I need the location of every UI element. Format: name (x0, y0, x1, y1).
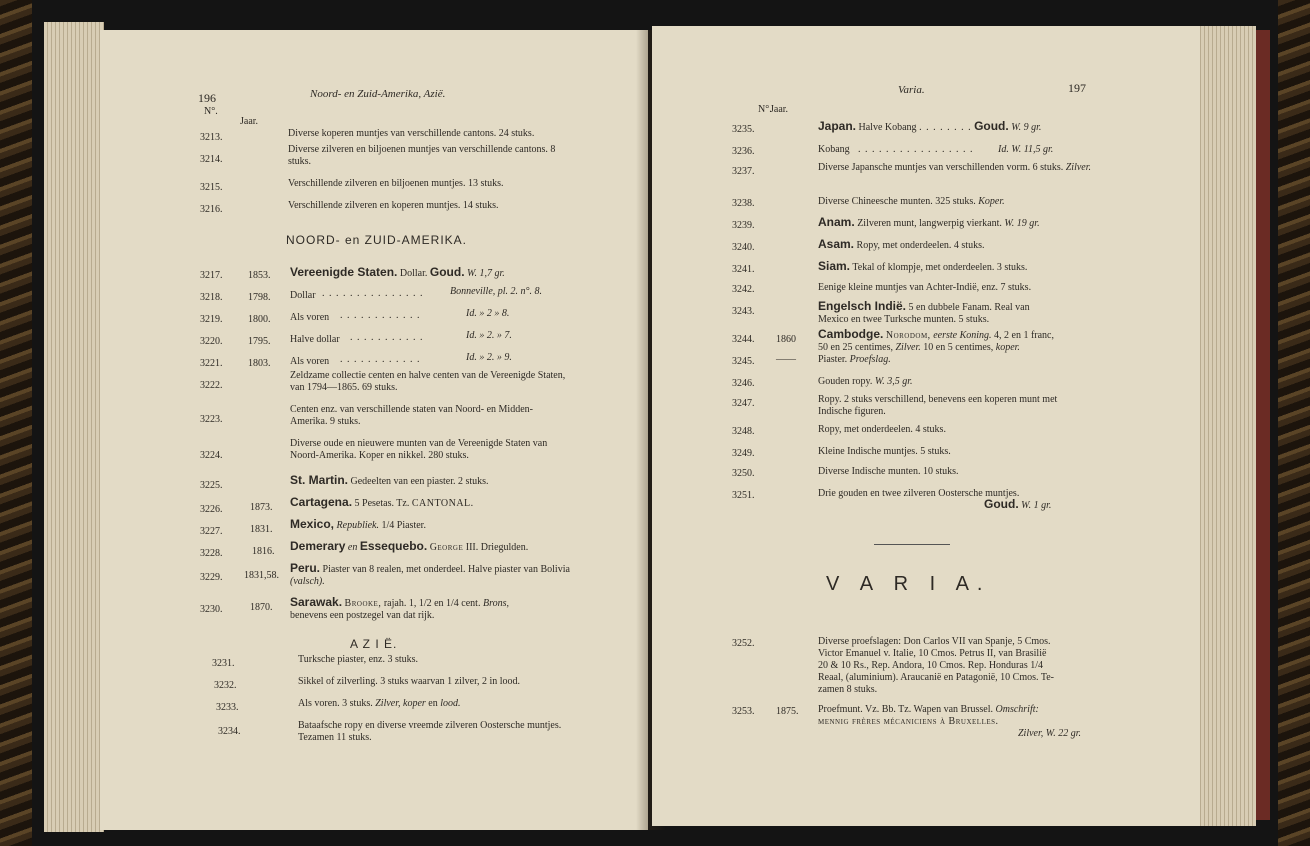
entry-year: 1803. (248, 358, 271, 369)
entry-line (818, 704, 1039, 716)
entry-text: Proefmunt. Vz. Bb. Tz. Wapen van Brussel. (818, 704, 994, 715)
entry-number: 3217. (200, 270, 223, 281)
entry-number: 3238. (732, 198, 755, 209)
entry-text: Gouden ropy. (818, 376, 873, 387)
entry-country: Demerary (290, 539, 346, 553)
section-heading-noord-zuid-amerika: NOORD- en ZUID-AMERIKA. (286, 233, 468, 247)
entry-metal: Koper. (978, 196, 1005, 207)
entry-number: 3225. (200, 480, 223, 491)
entry-text-line-3: 20 & 10 Rs., Rep. Andora, 10 Cmos. Rep. Honduras 1/4 (818, 660, 1043, 671)
entry-text: Diverse oude en nieuwere munten van de Vereenigde Staten van Noord-Amerika. Koper en nikkel. 280 stuks. (290, 438, 548, 461)
entry-line (290, 518, 426, 532)
entry-metal: Brons, (482, 598, 509, 609)
entry-number: 3232. (214, 680, 237, 691)
entry-country: Mexico, (290, 517, 335, 531)
entry-text: Centen enz. van verschillende staten van Noord- en Midden-Amerika. 9 stuks. (290, 404, 533, 427)
entry-text-line-2: 50 en 25 centimes, (818, 342, 893, 353)
entry-text: Turksche piaster, enz. 3 stuks. (298, 654, 419, 665)
running-title: Varia. (898, 84, 925, 96)
entry-number: 3228. (200, 548, 223, 559)
entry-number: 3229. (200, 572, 223, 583)
entry-line (818, 328, 1054, 342)
entry-year: 1800. (248, 314, 271, 325)
entry-year: 1831. (250, 524, 273, 535)
entry-weight: W. 9 gr. (1011, 122, 1042, 133)
entry-text-line-1: Diverse proefslagen: Don Carlos VII van Spanje, 5 Cmos. (818, 636, 1051, 647)
entry-text: Piaster van 8 realen, met onderdeel. Halve piaster van Bolivia (322, 564, 570, 575)
entry-country: Peru. (290, 561, 321, 575)
entry-text: Ropy, met onderdeelen. 4 stuks. (856, 240, 985, 251)
entry-text: Diverse Japansche muntjes van verschillenden vorm. 6 stuks. (818, 162, 1064, 173)
entry-text-line-2: Mexico en twee Turksche munten. 5 stuks. (818, 314, 990, 325)
entry-text: Ropy, met onderdeelen. 4 stuks. (818, 424, 946, 435)
entry-text: 1/4 Piaster. (381, 520, 426, 531)
entry-text-joint: en (428, 698, 438, 709)
entry-line-2 (984, 498, 1051, 512)
entry-text: III. Driegulden. (465, 542, 529, 553)
right-page (652, 26, 1200, 826)
entry-weight: W. 1 gr. (1021, 500, 1052, 511)
book-edge-left (0, 0, 32, 846)
entry-reference: Id. » 2. » 9. (466, 352, 512, 363)
entry-ruler: Brooke, (344, 598, 382, 609)
entry-line (818, 354, 891, 366)
entry-text: 5 en dubbele Fanam. Real van (908, 302, 1030, 313)
entry-number: 3235. (732, 124, 755, 135)
entry-number: 3243. (732, 306, 755, 317)
entry-year: 1831,58. (244, 570, 279, 581)
entry-text: Diverse koperen muntjes van verschillende cantons. 24 stuks. (288, 128, 535, 139)
entry-number: 3218. (200, 292, 223, 303)
entry-weight: W. 1,7 gr. (467, 268, 505, 279)
running-title: Noord- en Zuid-Amerika, Azië. (310, 88, 446, 100)
entry-number: 3234. (218, 726, 241, 737)
entry-legend: CANTONAL. (411, 498, 474, 509)
entry-year: 1795. (248, 336, 271, 347)
entry-number: 3239. (732, 220, 755, 231)
entry-line (818, 260, 1027, 274)
entry-text: 4, 2 en 1 franc, (994, 330, 1054, 341)
entry-conjunction: en (347, 542, 358, 553)
section-divider (874, 544, 950, 545)
entry-number: 3226. (200, 504, 223, 515)
entry-year: 1853. (248, 270, 271, 281)
entry-year: 1860 (776, 334, 796, 345)
entry-text: Dollar. (399, 268, 428, 279)
entry-number: 3215. (200, 182, 223, 193)
left-page (100, 30, 648, 830)
page-stack-right (1200, 26, 1256, 826)
leader-dots: . . . . . . . . . . . (350, 332, 424, 343)
entry-number: 3244. (732, 334, 755, 345)
entry-text: Gedeelten van een piaster. 2 stuks. (350, 476, 489, 487)
entry-year: —— (776, 354, 796, 365)
entry-year: 1798. (248, 292, 271, 303)
entry-line (818, 300, 1030, 314)
entry-qualifier: Omschrift: (995, 704, 1039, 715)
entry-number: 3214. (200, 154, 223, 165)
entry-number: 3242. (732, 284, 755, 295)
entry-text: Halve Kobang (858, 122, 917, 133)
entry-year: 1875. (776, 706, 799, 717)
entry-number: 3241. (732, 264, 755, 275)
entry-text: Halve dollar (290, 334, 340, 345)
entry-number: 3231. (212, 658, 235, 669)
entry-text-line-4: Reaal, (aluminium). Araucanië en Patagonië, 10 Cmos. Te- (818, 672, 1054, 683)
entry-text: Eenige kleine muntjes van Achter-Indië, enz. 7 stuks. (818, 282, 1032, 293)
entry-number: 3227. (200, 526, 223, 537)
entry-line (818, 120, 1041, 134)
entry-metal: Zilver. (1065, 162, 1092, 173)
entry-weight: W. 19 gr. (1004, 218, 1040, 229)
entry-line (818, 162, 1108, 174)
entry-country: Siam. (818, 259, 851, 273)
entry-line (290, 596, 509, 610)
entry-reference: Bonneville, pl. 2. n°. 8. (450, 286, 543, 297)
entry-text: Ropy. 2 stuks verschillend, benevens een koperen munt met Indische figuren. (818, 394, 1058, 417)
entry-text-line-5: zamen 8 stuks. (818, 684, 878, 695)
entry-legend: mennig frères mécaniciens à Bruxelles. (818, 716, 999, 727)
book-spine (1256, 30, 1270, 820)
entry-text: Bataafsche ropy en diverse vreemde zilveren Oostersche muntjes. Tezamen 11 stuks. (298, 720, 562, 743)
entry-metal-2: koper. (995, 342, 1020, 353)
entry-country: Japan. (818, 119, 857, 133)
entry-number: 3237. (732, 166, 755, 177)
entry-number: 3216. (200, 204, 223, 215)
entry-metal: Zilver. (895, 342, 921, 353)
entry-number: 3251. (732, 490, 755, 501)
section-heading-varia: V A R I A. (826, 573, 991, 595)
entry-text: Kleine Indische muntjes. 5 stuks. (818, 446, 951, 457)
entry-text: Verschillende zilveren en koperen muntjes. 14 stuks. (288, 200, 499, 211)
entry-year: 1816. (252, 546, 275, 557)
entry-country-2: Essequebo. (359, 539, 428, 553)
leader-dots: . . . . . . . . . . . . . . . (322, 288, 424, 299)
entry-text: Diverse zilveren en biljoenen muntjes van verschillende cantons. 8 stuks. (288, 144, 556, 167)
leader-dots: . . . . . . . . . . . . . . . . . (858, 144, 974, 155)
entry-ruler: Norodom, (885, 330, 931, 341)
entry-metal: Zilver, koper (375, 698, 426, 709)
entry-metal: Goud. (429, 265, 465, 279)
entry-title: eerste Koning. (933, 330, 992, 341)
page-stack-left (44, 22, 104, 832)
entry-number: 3250. (732, 468, 755, 479)
entry-ruler: George (429, 542, 464, 553)
entry-text: Drie gouden en twee zilveren Oostersche muntjes. (818, 488, 1020, 499)
entry-text: 5 Pesetas. Tz. (354, 498, 410, 509)
entry-country: Sarawak. (290, 595, 343, 609)
entry-number: 3247. (732, 398, 755, 409)
entry-country: Engelsch Indië. (818, 299, 907, 313)
entry-line-2 (818, 342, 1020, 354)
entry-number: 3248. (732, 426, 755, 437)
entry-number: 3220. (200, 336, 223, 347)
entry-number: 3222. (200, 380, 223, 391)
entry-number: 3233. (216, 702, 239, 713)
entry-text: Dollar (290, 290, 316, 301)
entry-text-line-2: Victor Emanuel v. Italie, 10 Cmos. Petrus II, van Brasilië (818, 648, 1047, 659)
entry-number: 3246. (732, 378, 755, 389)
entry-qualifier: Republiek. (336, 520, 379, 531)
entry-number: 3224. (200, 450, 223, 461)
leader-dots: . . . . . . . . (919, 122, 972, 133)
entry-text: Diverse Indische munten. 10 stuks. (818, 466, 959, 477)
entry-qualifier: Proefslag. (849, 354, 891, 365)
entry-number: 3249. (732, 448, 755, 459)
entry-line (818, 376, 913, 388)
entry-country: St. Martin. (290, 473, 349, 487)
entry-text: Kobang (818, 144, 850, 155)
column-header-no: N°. (758, 104, 772, 115)
entry-line (298, 698, 461, 710)
leader-dots: . . . . . . . . . . . . (340, 310, 421, 321)
entry-number: 3221. (200, 358, 223, 369)
page-number: 197 (1068, 81, 1086, 95)
entry-metal: Goud. (974, 119, 1009, 133)
entry-number: 3223. (200, 414, 223, 425)
column-header-no: N°. (204, 106, 218, 117)
entry-weight: W. 3,5 gr. (874, 376, 913, 387)
entry-number: 3245. (732, 356, 755, 367)
entry-text: Tekal of klompje, met onderdeelen. 3 stuks. (852, 262, 1028, 273)
entry-number: 3236. (732, 146, 755, 157)
entry-number: 3253. (732, 706, 755, 717)
section-heading-azie: A Z I Ë. (350, 637, 398, 651)
entry-text: Diverse Chineesche munten. 325 stuks. (818, 196, 976, 207)
entry-year: 1873. (250, 502, 273, 513)
entry-text: Zeldzame collectie centen en halve centen van de Vereenigde Staten, van 1794—1865. 69 stuks. (290, 370, 566, 393)
entry-number: 3213. (200, 132, 223, 143)
entry-line (818, 196, 1005, 208)
entry-text: Als voren (290, 312, 330, 323)
entry-country: Cambodge. (818, 327, 884, 341)
entry-line (290, 496, 474, 510)
entry-number: 3230. (200, 604, 223, 615)
entry-country: Vereenigde Staten. (290, 265, 398, 279)
column-header-year: Jaar. (770, 104, 789, 115)
entry-metal: Goud. (984, 497, 1019, 511)
entry-line (290, 562, 572, 588)
entry-year: 1870. (250, 602, 273, 613)
entry-line (818, 238, 984, 252)
entry-country: Anam. (818, 215, 855, 229)
column-header-year: Jaar. (240, 116, 259, 127)
entry-line (290, 540, 528, 554)
entry-qualifier: (valsch). (290, 576, 325, 587)
entry-reference: Id. » 2 » 8. (466, 308, 510, 319)
page-number: 196 (198, 91, 216, 105)
entry-text: rajah. 1, 1/2 en 1/4 cent. (383, 598, 481, 609)
entry-text-line-2: benevens een postzegel van dat rijk. (290, 610, 435, 621)
entry-metal-2: lood. (440, 698, 461, 709)
entry-weight: Zilver, W. 22 gr. (1018, 728, 1081, 739)
entry-number: 3240. (732, 242, 755, 253)
entry-country: Cartagena. (290, 495, 353, 509)
entry-text: Piaster. (818, 354, 848, 365)
entry-text: Als voren (290, 356, 330, 367)
book-edge-right (1278, 0, 1310, 846)
entry-line (290, 474, 489, 488)
entry-text: Verschillende zilveren en biljoenen muntjes. 13 stuks. (288, 178, 504, 189)
entry-number: 3219. (200, 314, 223, 325)
entry-text: Zilveren munt, langwerpig vierkant. (857, 218, 1002, 229)
entry-line (818, 216, 1040, 230)
entry-text: Als voren. 3 stuks. (298, 698, 373, 709)
entry-line (290, 266, 505, 280)
entry-text: Sikkel of zilverling. 3 stuks waarvan 1 zilver, 2 in lood. (298, 676, 521, 687)
entry-country: Asam. (818, 237, 855, 251)
entry-text-line-2b: 10 en 5 centimes, (923, 342, 994, 353)
leader-dots: . . . . . . . . . . . . (340, 354, 421, 365)
entry-reference: Id. » 2. » 7. (466, 330, 512, 341)
entry-reference: Id. W. 11,5 gr. (998, 144, 1054, 155)
entry-number: 3252. (732, 638, 755, 649)
